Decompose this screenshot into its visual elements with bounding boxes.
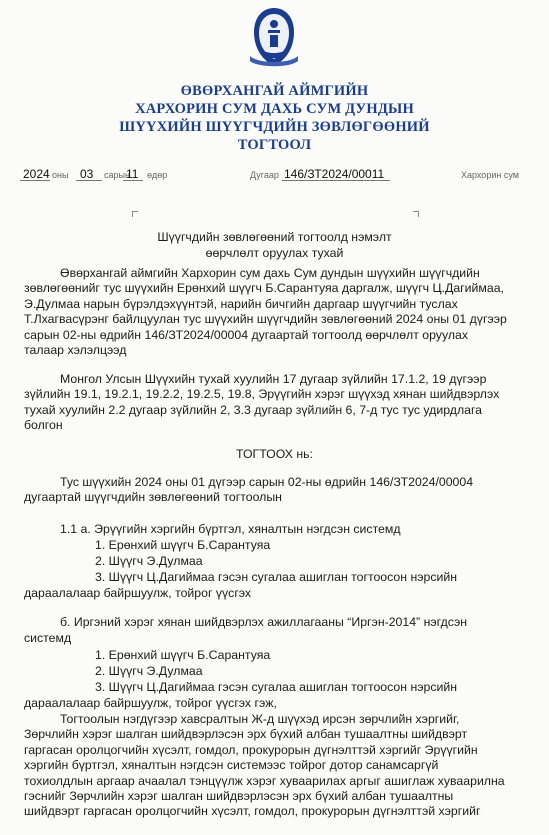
corner-mark xyxy=(132,211,138,217)
section-b-tail: дараалалаар байршуулж, тойрог үүсгэх гэж, xyxy=(24,696,277,710)
document-title-line-1: Шүүгчдийн зөвлөгөөний тогтоолд нэмэлт xyxy=(157,230,392,244)
section-a-item: 2. Шүүгч Э.Дулмаа xyxy=(95,554,203,568)
number-label: Дугаар xyxy=(250,170,279,180)
section-a-item: 1. Ерөнхий шүүгч Б.Сарантуяа xyxy=(95,538,271,552)
section-b-heading: б. Иргэний хэрэг хянан шийдвэрлэх ажиллагааны “Иргэн-2014” нэгдсэн xyxy=(60,615,468,629)
intro-line: Өвөрхангай аймгийн Хархорин сум дахь Сум дундын шүүхийн шүүгчдийн xyxy=(60,266,480,280)
place-name: Хархорин сум xyxy=(461,170,519,180)
resolve-heading: ТОГТООХ нь: xyxy=(236,447,313,461)
legal-basis-paragraph xyxy=(24,372,524,434)
legal-basis-line: тухай хуулийн 2.2 дугаар зүйлийн 2, 3.3 дугаар зүйлийн 6, 7-д тус тус удирдлага xyxy=(24,402,483,417)
date-day: 11 xyxy=(126,167,139,181)
closing-line: Зөрчлийн хэрэг шалган шийдвэрлэсэн эрх бүхий албан тушаалтны шийдвэрт xyxy=(24,727,468,742)
header-line-2: ХАРХОРИН СУМ ДАХЬ СУМ ДУНДЫН xyxy=(135,101,414,117)
closing-paragraph xyxy=(24,712,524,820)
legal-basis-line: болгон xyxy=(24,418,63,433)
header-line-3: ШҮҮХИЙН ШҮҮГЧДИЙН ЗӨВЛӨГӨӨНИЙ xyxy=(119,119,430,135)
corner-mark xyxy=(413,211,419,217)
intro-line: талаар хэлэлцээд xyxy=(24,343,127,358)
closing-line: шийдвэрт гаргасан оролцогчийн хүсэлт, гомдол, прокурорын дүгнэлттэй хэргийг xyxy=(24,804,481,819)
intro-line: сарын 02-ны өдрийн 146/ЗТ2024/00004 дугаартай тогтоолд өөрчлөлт оруулах xyxy=(24,327,468,342)
section-b-item: 3. Шүүгч Ц.Дагиймаа гэсэн сугалаа ашиглан тогтоосон нэрсийн xyxy=(95,680,458,694)
date-month-label: сарын xyxy=(104,170,130,180)
date-month: 03 xyxy=(80,167,94,181)
resolution-line: дугаартай шүүгчдийн зөвлөгөөний тогтоолын xyxy=(24,490,282,505)
document-title-line-2: өөрчлөлт оруулах тухай xyxy=(205,246,344,260)
legal-basis-line: зүйлийн 19.1, 19.2.1, 19.2.2, 19.2.5, 19.8, Эрүүгийн хэрэг шүүхэд хянан шийдвэрлэх xyxy=(24,387,500,402)
section-b-heading-cont: системд xyxy=(24,631,72,645)
intro-line: зөвлөгөөнийг тус шүүхийн Ерөнхий шүүгч Б.Сарантуяа даргалж, шүүгч Ц.Дагиймаа, xyxy=(24,281,504,296)
document-number: 146/ЗТ2024/00011 xyxy=(284,167,385,181)
dateline xyxy=(20,167,530,189)
section-a-heading: 1.1 а. Эрүүгийн хэргийн бүртгэл, хяналтын нэгдсэн системд xyxy=(60,522,401,536)
date-year: 2024 xyxy=(23,167,50,181)
closing-line: гаргасан оролцогчийн хүсэлт, гомдол, прокурорын дүгнэлттэй хэргийг Эрүүгийн xyxy=(24,742,478,757)
section-a-item: 3. Шүүгч Ц.Дагиймаа гэсэн сугалаа ашиглан тогтоосон нэрсийн xyxy=(95,570,458,584)
date-day-label: өдөр xyxy=(147,170,168,180)
resolution-line: Тус шүүхийн 2024 оны 01 дүгээр сарын 02-ны өдрийн 146/ЗТ2024/00004 xyxy=(60,475,474,489)
closing-line: хэргийн бүртгэл, хяналтын нэгдсэн системээс тойрог дотор санамсаргүй xyxy=(24,758,439,773)
closing-line: тохиолдлын аргаар ачаалал тэнцүүлж хэрэг хуваарилах аргыг ашиглаж хуваарилна xyxy=(24,773,505,788)
intro-line: Т.Лхагвасүрэнг байлцуулан тус шүүхийн шүүгчдийн зөвлөгөөний 2024 оны 01 дүгээр xyxy=(24,312,507,327)
state-emblem-icon xyxy=(248,6,300,68)
legal-basis-line: Монгол Улсын Шүүхийн тухай хуулийн 17 дугаар зүйлийн 17.1.2, 19 дүгээр xyxy=(60,372,487,386)
closing-line: Тогтоолын нэгдүгээр хавсралтын Ж-д шүүхэд ирсэн зөрчлийн хэргийг, xyxy=(60,712,460,726)
intro-paragraph xyxy=(24,266,524,358)
resolution-intro xyxy=(24,475,524,506)
header-line-1: ӨВӨРХАНГАЙ АЙМГИЙН xyxy=(180,83,369,99)
closing-line: гэснийг Зөрчлийн хэрэг шалган шийдвэрлэсэн эрх бүхий албан тушаалтны xyxy=(24,789,454,804)
section-b-item: 2. Шүүгч Э.Дулмаа xyxy=(95,664,203,678)
section-a-tail: дараалалаар байршуулж, тойрог үүсгэх xyxy=(24,586,252,600)
date-year-label: оны xyxy=(52,170,69,180)
intro-line: Э.Дулмаа нарын бүрэлдэхүүнтэй, нарийн бичгийн даргаар шүүгчийн туслах xyxy=(24,296,458,311)
header-line-4: ТОГТООЛ xyxy=(237,137,312,153)
section-b-item: 1. Ерөнхий шүүгч Б.Сарантуяа xyxy=(95,648,271,662)
